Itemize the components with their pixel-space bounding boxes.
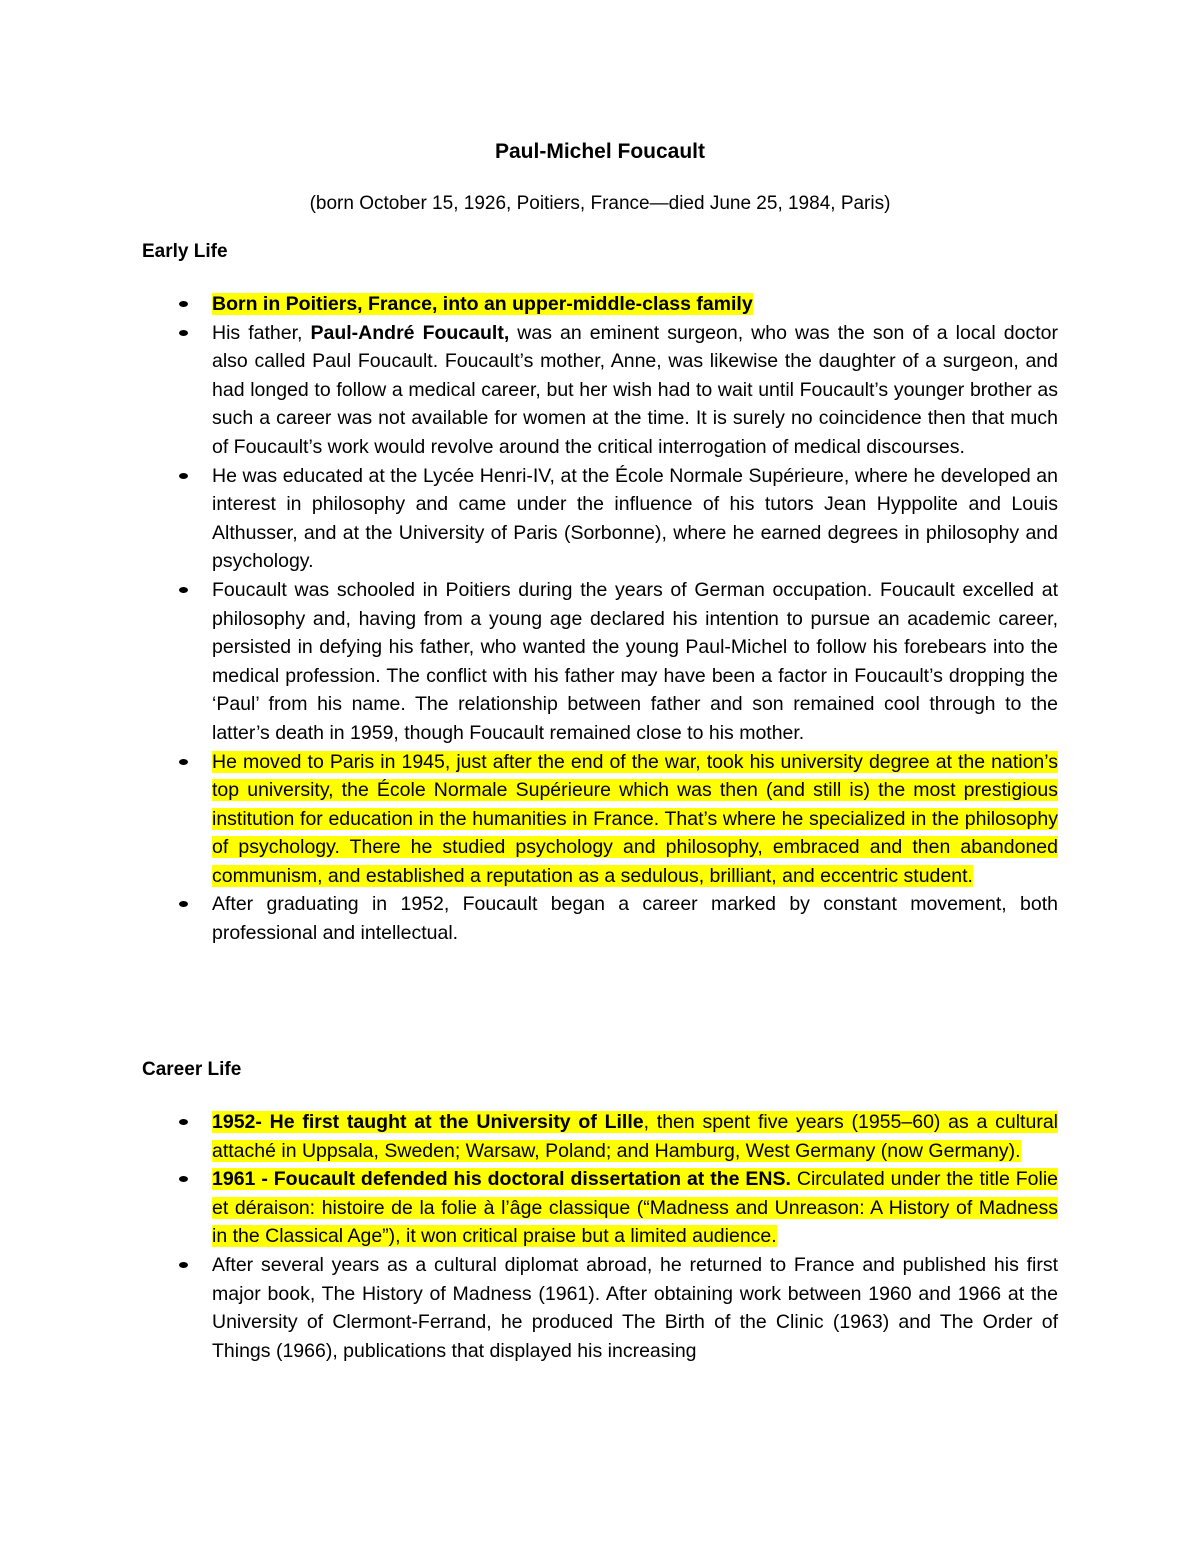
bullet-icon [179,759,188,765]
item-bold-text: Born in Poitiers, France, into an upper-middle-class family [212,293,753,315]
item-text: He moved to Paris in 1945, just after the end of the war, took his university degree at the nation’s top university, the École Normale Supérieure which was then (and still is) the most prestigious institution for education in the humanities in France. That’s where he specialized in the philosophy of psychology. There he studied psychology and philosophy, embraced and then abandoned communism, and established a reputation as a sedulous, brilliant, and eccentric student. [212,750,1058,887]
list-item [142,1165,1058,1251]
item-text: Foucault was schooled in Poitiers during the years of German occupation. Foucault excelled at philosophy and, having from a young age declared his intention to pursue an academic career, persisted in defying his father, who wanted the young Paul-Michel to follow his forebears into the medical profession. The conflict with his father may have been a factor in Foucault’s dropping the ‘Paul’ from his name. The relationship between father and son remained cool through to the latter’s death in 1959, though Foucault remained close to his mother. [212,578,1058,744]
document-title: Paul-Michel Foucault [494,140,706,163]
item-bold-text: 1961 - Foucault defended his doctoral dissertation at the ENS. [212,1168,791,1191]
list-item [142,290,1058,319]
bullet-icon [179,1119,188,1125]
item-bold-text: Paul-André Foucault, [310,321,510,344]
list-item [142,576,1058,748]
bullet-icon [179,1176,188,1182]
list-item [142,1251,1058,1365]
early-life-heading: Early Life [142,241,228,262]
list-item [142,462,1058,576]
document-subtitle: (born October 15, 1926, Poitiers, France—died June 25, 1984, Paris) [309,193,891,214]
list-item [142,890,1058,947]
item-text: After graduating in 1952, Foucault began a career marked by constant movement, both professional and intellectual. [212,893,1058,945]
item-text: Circulated under the title Folie et déraison: histoire de la folie à l’âge classique (“Madness and Unreason: A History of Madness in the Classical Age”), it won critical praise but a limited audience. [212,1168,1059,1248]
bullet-icon [179,473,188,479]
item-bold-text: 1952- He first taught at the University of Lille [212,1111,644,1133]
item-text: After several years as a cultural diplomat abroad, he returned to France and published his first major book, The History of Madness (1961). After obtaining work between 1960 and 1966 at the University of Clermont-Ferrand, he produced The Birth of the Clinic (1963) and The Order of Things (1966), publications that displayed his increasing [212,1253,1058,1362]
item-text: He was educated at the Lycée Henri-IV, at the École Normale Supérieure, where he developed an interest in philosophy and came under the influence of his tutors Jean Hyppolite and Louis Althusser, and at the University of Paris (Sorbonne), where he earned degrees in philosophy and psychology. [212,464,1058,573]
bullet-icon [179,587,188,593]
bullet-icon [179,330,188,336]
item-text: His father, [212,321,311,344]
item-text: was an eminent surgeon, who was the son of a local doctor also called Paul Foucault. Foucault’s mother, Anne, was likewise the daughter of a surgeon, and had longed to follow a medical career, but her wish had to wait until Foucault’s younger brother as such a career was not available for women at the time. It is surely no coincidence then that much of Foucault’s work would revolve around the critical interrogation of medical discourses. [212,321,1058,458]
list-item [142,319,1058,462]
bullet-icon [179,901,188,907]
list-item [142,748,1058,891]
bullet-icon [179,1262,188,1268]
early-life-list [142,290,1058,948]
career-life-heading: Career Life [142,1059,242,1080]
item-text: , then spent five years (1955–60) as a cultural attaché in Uppsala, Sweden; Warsaw, Poland; and Hamburg, West Germany (now Germany). [212,1111,1058,1162]
career-life-list [142,1108,1058,1365]
bullet-icon [179,301,188,307]
list-item [142,1108,1058,1165]
